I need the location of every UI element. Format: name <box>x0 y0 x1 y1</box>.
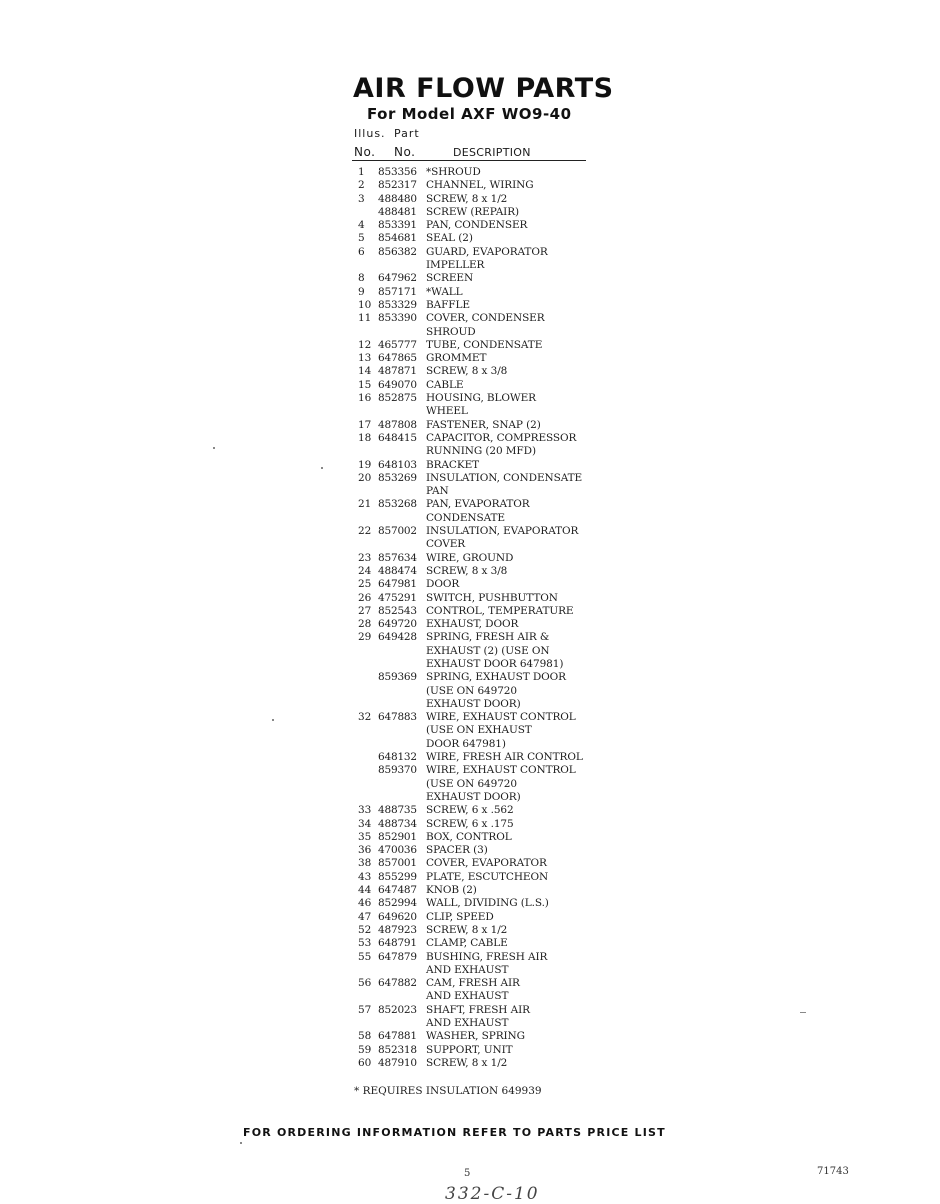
part-description: SPACER (3) <box>426 844 488 857</box>
part-number: 647883 <box>378 711 417 724</box>
list-item <box>352 631 612 644</box>
part-description: GROMMET <box>426 352 487 365</box>
illus-number <box>352 990 378 1003</box>
illus-number: 22 <box>358 525 372 538</box>
part-description: SWITCH, PUSHBUTTON <box>426 591 558 604</box>
illus-number <box>352 485 378 498</box>
list-item <box>352 1030 612 1043</box>
part-number <box>378 990 426 1003</box>
part-description: PAN, EVAPORATOR <box>426 498 530 511</box>
illus-number: 36 <box>358 844 372 857</box>
part-number <box>378 1017 426 1030</box>
list-item <box>352 924 612 937</box>
list-item <box>352 565 612 578</box>
illus-number: 46 <box>358 897 372 910</box>
illus-number: 58 <box>358 1030 372 1043</box>
list-item <box>352 618 612 631</box>
part-description: COVER, CONDENSER <box>426 312 545 325</box>
part-number: 852543 <box>378 604 417 617</box>
part-number: 859370 <box>378 764 417 777</box>
part-description: WHEEL <box>426 405 468 418</box>
part-description: SCREW, 8 x 1/2 <box>426 192 508 205</box>
part-description: SCREW, 8 x 3/8 <box>426 564 508 577</box>
part-description: FASTENER, SNAP (2) <box>426 418 541 431</box>
list-item <box>352 1004 612 1017</box>
part-number <box>378 791 426 804</box>
part-number <box>378 405 426 418</box>
part-number: 487923 <box>378 923 417 936</box>
part-number <box>378 778 426 791</box>
part-number: 853356 <box>378 166 417 178</box>
part-description: SCREW, 6 x .175 <box>426 817 514 830</box>
part-number <box>378 698 426 711</box>
part-number: 648132 <box>378 751 417 764</box>
illus-number: 34 <box>358 817 372 830</box>
list-item <box>352 552 612 565</box>
illus-number: 8 <box>358 272 365 285</box>
part-number: 488481 <box>378 205 417 218</box>
part-number: 853391 <box>378 219 417 232</box>
part-description: WIRE, FRESH AIR CONTROL <box>426 751 583 764</box>
illus-number: 52 <box>358 923 372 936</box>
list-item <box>352 871 612 884</box>
part-number: 649620 <box>378 910 417 923</box>
part-description: TUBE, CONDENSATE <box>426 338 543 351</box>
part-description: SCREW (REPAIR) <box>426 205 520 218</box>
part-number: 853269 <box>378 471 417 484</box>
illus-number: 3 <box>358 192 365 205</box>
illus-number: 24 <box>358 564 372 577</box>
illus-number <box>352 698 378 711</box>
list-item <box>352 751 612 764</box>
illus-number <box>352 445 378 458</box>
part-number <box>378 259 426 272</box>
insulation-note: * REQUIRES INSULATION 649939 <box>354 1085 542 1097</box>
part-description: SHROUD <box>426 325 476 338</box>
list-item <box>352 206 612 219</box>
illus-number: 11 <box>358 312 372 325</box>
list-item <box>352 392 612 405</box>
part-number <box>378 512 426 525</box>
part-description: (USE ON EXHAUST <box>426 724 532 737</box>
part-description: AND EXHAUST <box>426 990 509 1003</box>
handwritten-note: 332-C-10 <box>445 1184 540 1204</box>
illus-number <box>352 751 378 764</box>
part-number <box>378 445 426 458</box>
part-description: BOX, CONTROL <box>426 830 512 843</box>
list-item <box>352 685 612 698</box>
list-item <box>352 538 612 551</box>
illus-number: 23 <box>358 551 372 564</box>
list-item <box>352 272 612 285</box>
illus-number: 14 <box>358 365 372 378</box>
illus-number: 25 <box>358 578 372 591</box>
list-item <box>352 432 612 445</box>
list-item <box>352 911 612 924</box>
part-number: 853329 <box>378 298 417 311</box>
part-description: CLAMP, CABLE <box>426 937 508 950</box>
part-number: 470036 <box>378 844 417 857</box>
part-description: INSULATION, CONDENSATE <box>426 471 583 484</box>
list-item <box>352 937 612 950</box>
list-item <box>352 219 612 232</box>
part-number: 487871 <box>378 365 417 378</box>
illus-number: 13 <box>358 352 372 365</box>
part-description: HOUSING, BLOWER <box>426 392 536 405</box>
part-number <box>378 645 426 658</box>
list-item <box>352 312 612 325</box>
part-description: SEAL (2) <box>426 232 473 245</box>
list-item <box>352 299 612 312</box>
part-description: SHAFT, FRESH AIR <box>426 1003 530 1016</box>
list-item <box>352 512 612 525</box>
part-number: 852318 <box>378 1043 417 1056</box>
illus-number <box>352 206 378 219</box>
ordering-footer: FOR ORDERING INFORMATION REFER TO PARTS PRICE LIST <box>243 1126 666 1139</box>
illus-number <box>352 405 378 418</box>
part-number: 853268 <box>378 498 417 511</box>
part-number <box>378 685 426 698</box>
illus-number: 35 <box>358 830 372 843</box>
list-item <box>352 831 612 844</box>
part-description: EXHAUST, DOOR <box>426 618 519 631</box>
part-description: WASHER, SPRING <box>426 1030 525 1043</box>
part-description: CONTROL, TEMPERATURE <box>426 604 574 617</box>
list-item <box>352 897 612 910</box>
part-description: PAN <box>426 485 449 498</box>
illus-number <box>352 645 378 658</box>
part-number: 857001 <box>378 857 417 870</box>
part-number: 857002 <box>378 525 417 538</box>
part-description: KNOB (2) <box>426 884 477 897</box>
illus-number: 2 <box>358 179 365 192</box>
list-item <box>352 352 612 365</box>
scan-speck <box>321 467 323 469</box>
part-number: 649428 <box>378 631 417 644</box>
part-number <box>378 485 426 498</box>
illus-number <box>352 778 378 791</box>
illus-number: 53 <box>358 937 372 950</box>
list-item <box>352 445 612 458</box>
illus-number <box>352 791 378 804</box>
document-number: 71743 <box>817 1166 849 1177</box>
illus-number: 15 <box>358 378 372 391</box>
list-item <box>352 764 612 777</box>
illus-number <box>352 671 378 684</box>
part-description: CLIP, SPEED <box>426 910 494 923</box>
illus-number: 57 <box>358 1003 372 1016</box>
illus-number: 16 <box>358 392 372 405</box>
part-description: EXHAUST DOOR) <box>426 790 521 803</box>
part-number: 488474 <box>378 564 417 577</box>
list-item <box>352 951 612 964</box>
header-part: Part <box>394 127 420 140</box>
list-item <box>352 1044 612 1057</box>
scan-speck <box>213 447 215 449</box>
illus-number <box>352 964 378 977</box>
illus-number <box>352 1017 378 1030</box>
illus-number: 33 <box>358 804 372 817</box>
list-item <box>352 419 612 432</box>
part-number: 647879 <box>378 950 417 963</box>
part-description: BRACKET <box>426 458 480 471</box>
part-number: 647881 <box>378 1030 417 1043</box>
scan-speck <box>240 1142 242 1144</box>
list-item <box>352 778 612 791</box>
list-item <box>352 844 612 857</box>
part-number: 647882 <box>378 977 417 990</box>
list-item <box>352 818 612 831</box>
part-description: WIRE, GROUND <box>426 551 514 564</box>
list-item <box>352 498 612 511</box>
part-description: DOOR 647981) <box>426 737 506 750</box>
illus-number <box>352 724 378 737</box>
illus-number: 55 <box>358 950 372 963</box>
part-number: 647962 <box>378 272 417 285</box>
part-description: EXHAUST DOOR 647981) <box>426 657 564 670</box>
list-item <box>352 166 612 179</box>
header-illus-no: No. <box>354 145 376 159</box>
part-number: 475291 <box>378 591 417 604</box>
list-item <box>352 738 612 751</box>
list-item <box>352 804 612 817</box>
illus-number <box>352 658 378 671</box>
illus-number: 18 <box>358 431 372 444</box>
illus-number <box>352 764 378 777</box>
part-number: 647487 <box>378 884 417 897</box>
illus-number: 60 <box>358 1056 372 1069</box>
part-description: PAN, CONDENSER <box>426 219 528 232</box>
part-description: SCREW, 6 x .562 <box>426 804 514 817</box>
header-part-no: No. <box>394 145 416 159</box>
part-number <box>378 326 426 339</box>
part-description: EXHAUST DOOR) <box>426 697 521 710</box>
list-item <box>352 246 612 259</box>
part-number: 852994 <box>378 897 417 910</box>
illus-number: 56 <box>358 977 372 990</box>
illus-number: 17 <box>358 418 372 431</box>
page-title: AIR FLOW PARTS <box>353 73 614 104</box>
part-description: CAM, FRESH AIR <box>426 977 520 990</box>
list-item <box>352 578 612 591</box>
part-number: 855299 <box>378 870 417 883</box>
part-number: 648415 <box>378 431 417 444</box>
list-item <box>352 711 612 724</box>
part-number: 648103 <box>378 458 417 471</box>
scan-speck <box>272 719 274 721</box>
illus-number: 26 <box>358 591 372 604</box>
part-description: BUSHING, FRESH AIR <box>426 950 548 963</box>
list-item <box>352 791 612 804</box>
illus-number: 6 <box>358 245 365 258</box>
illus-number: 19 <box>358 458 372 471</box>
part-description: (USE ON 649720 <box>426 684 517 697</box>
part-number: 487808 <box>378 418 417 431</box>
list-item <box>352 964 612 977</box>
part-number: 852317 <box>378 179 417 192</box>
part-description: (USE ON 649720 <box>426 777 517 790</box>
model-subtitle: For Model AXF WO9-40 <box>367 105 572 123</box>
part-number: 857634 <box>378 551 417 564</box>
part-description: SPRING, FRESH AIR & <box>426 631 550 644</box>
part-number <box>378 724 426 737</box>
illus-number <box>352 738 378 751</box>
part-description: COVER <box>426 538 466 551</box>
part-number: 647865 <box>378 352 417 365</box>
part-description: CONDENSATE <box>426 511 505 524</box>
part-number: 465777 <box>378 338 417 351</box>
part-number: 649070 <box>378 378 417 391</box>
part-description: SUPPORT, UNIT <box>426 1043 513 1056</box>
parts-list <box>352 166 612 1070</box>
part-description: WALL, DIVIDING (L.S.) <box>426 897 549 910</box>
part-number <box>378 538 426 551</box>
part-description: SCREW, 8 x 1/2 <box>426 1056 508 1069</box>
illus-number: 4 <box>358 219 365 232</box>
illus-number <box>352 512 378 525</box>
list-item <box>352 286 612 299</box>
part-number: 648791 <box>378 937 417 950</box>
list-item <box>352 671 612 684</box>
list-item <box>352 658 612 671</box>
part-description: IMPELLER <box>426 259 485 272</box>
header-description: DESCRIPTION <box>453 146 531 159</box>
illus-number <box>352 538 378 551</box>
part-description: PLATE, ESCUTCHEON <box>426 870 549 883</box>
illus-number: 5 <box>358 232 365 245</box>
part-number: 857171 <box>378 285 417 298</box>
list-item <box>352 259 612 272</box>
part-description: SCREW, 8 x 3/8 <box>426 365 508 378</box>
part-description: INSULATION, EVAPORATOR <box>426 525 579 538</box>
part-description: EXHAUST (2) (USE ON <box>426 644 550 657</box>
illus-number: 12 <box>358 338 372 351</box>
part-number: 487910 <box>378 1056 417 1069</box>
part-description: *WALL <box>426 285 463 298</box>
page-number: 5 <box>464 1168 471 1179</box>
illus-number: 1 <box>358 166 365 178</box>
part-description: GUARD, EVAPORATOR <box>426 245 548 258</box>
part-description: WIRE, EXHAUST CONTROL <box>426 711 576 724</box>
list-item <box>352 857 612 870</box>
illus-number: 29 <box>358 631 372 644</box>
part-description: AND EXHAUST <box>426 963 509 976</box>
part-description: SPRING, EXHAUST DOOR <box>426 671 566 684</box>
part-number <box>378 658 426 671</box>
list-item <box>352 365 612 378</box>
illus-number: 10 <box>358 298 372 311</box>
illus-number: 38 <box>358 857 372 870</box>
list-item <box>352 1057 612 1070</box>
list-item <box>352 472 612 485</box>
list-item <box>352 193 612 206</box>
part-number: 488735 <box>378 804 417 817</box>
part-description: DOOR <box>426 578 460 591</box>
part-description: CHANNEL, WIRING <box>426 179 534 192</box>
illus-number: 43 <box>358 870 372 883</box>
part-description: SCREW, 8 x 1/2 <box>426 923 508 936</box>
illus-number: 27 <box>358 604 372 617</box>
part-description: CABLE <box>426 378 464 391</box>
part-description: WIRE, EXHAUST CONTROL <box>426 764 576 777</box>
list-item <box>352 990 612 1003</box>
list-item <box>352 485 612 498</box>
list-item <box>352 525 612 538</box>
part-number: 488480 <box>378 192 417 205</box>
part-number: 649720 <box>378 618 417 631</box>
part-number: 852901 <box>378 830 417 843</box>
list-item <box>352 1017 612 1030</box>
illus-number: 21 <box>358 498 372 511</box>
illus-number: 28 <box>358 618 372 631</box>
illus-number <box>352 326 378 339</box>
part-number: 488734 <box>378 817 417 830</box>
part-number <box>378 738 426 751</box>
part-description: RUNNING (20 MFD) <box>426 445 536 458</box>
list-item <box>352 645 612 658</box>
part-number: 853390 <box>378 312 417 325</box>
list-item <box>352 405 612 418</box>
list-item <box>352 698 612 711</box>
list-item <box>352 592 612 605</box>
illus-number: 9 <box>358 285 365 298</box>
illus-number: 47 <box>358 910 372 923</box>
list-item <box>352 724 612 737</box>
list-item <box>352 179 612 192</box>
header-illus: Illus. <box>354 127 386 140</box>
illus-number: 44 <box>358 884 372 897</box>
part-number: 852023 <box>378 1003 417 1016</box>
list-item <box>352 884 612 897</box>
scan-speck <box>800 1012 806 1013</box>
list-item <box>352 232 612 245</box>
list-item <box>352 379 612 392</box>
part-number: 647981 <box>378 578 417 591</box>
part-description: CAPACITOR, COMPRESSOR <box>426 431 577 444</box>
list-item <box>352 339 612 352</box>
illus-number <box>352 259 378 272</box>
illus-number <box>352 685 378 698</box>
part-number <box>378 964 426 977</box>
part-description: *SHROUD <box>426 166 481 178</box>
list-item <box>352 459 612 472</box>
part-description: AND EXHAUST <box>426 1017 509 1029</box>
part-description: BAFFLE <box>426 298 470 311</box>
part-number: 854681 <box>378 232 417 245</box>
list-item <box>352 326 612 339</box>
part-number: 859369 <box>378 671 417 684</box>
list-item <box>352 977 612 990</box>
illus-number: 59 <box>358 1043 372 1056</box>
part-number: 852875 <box>378 392 417 405</box>
illus-number: 32 <box>358 711 372 724</box>
list-item <box>352 605 612 618</box>
illus-number: 20 <box>358 471 372 484</box>
part-description: COVER, EVAPORATOR <box>426 857 547 870</box>
part-number: 856382 <box>378 245 417 258</box>
header-divider <box>352 160 586 161</box>
part-description: SCREEN <box>426 272 474 285</box>
